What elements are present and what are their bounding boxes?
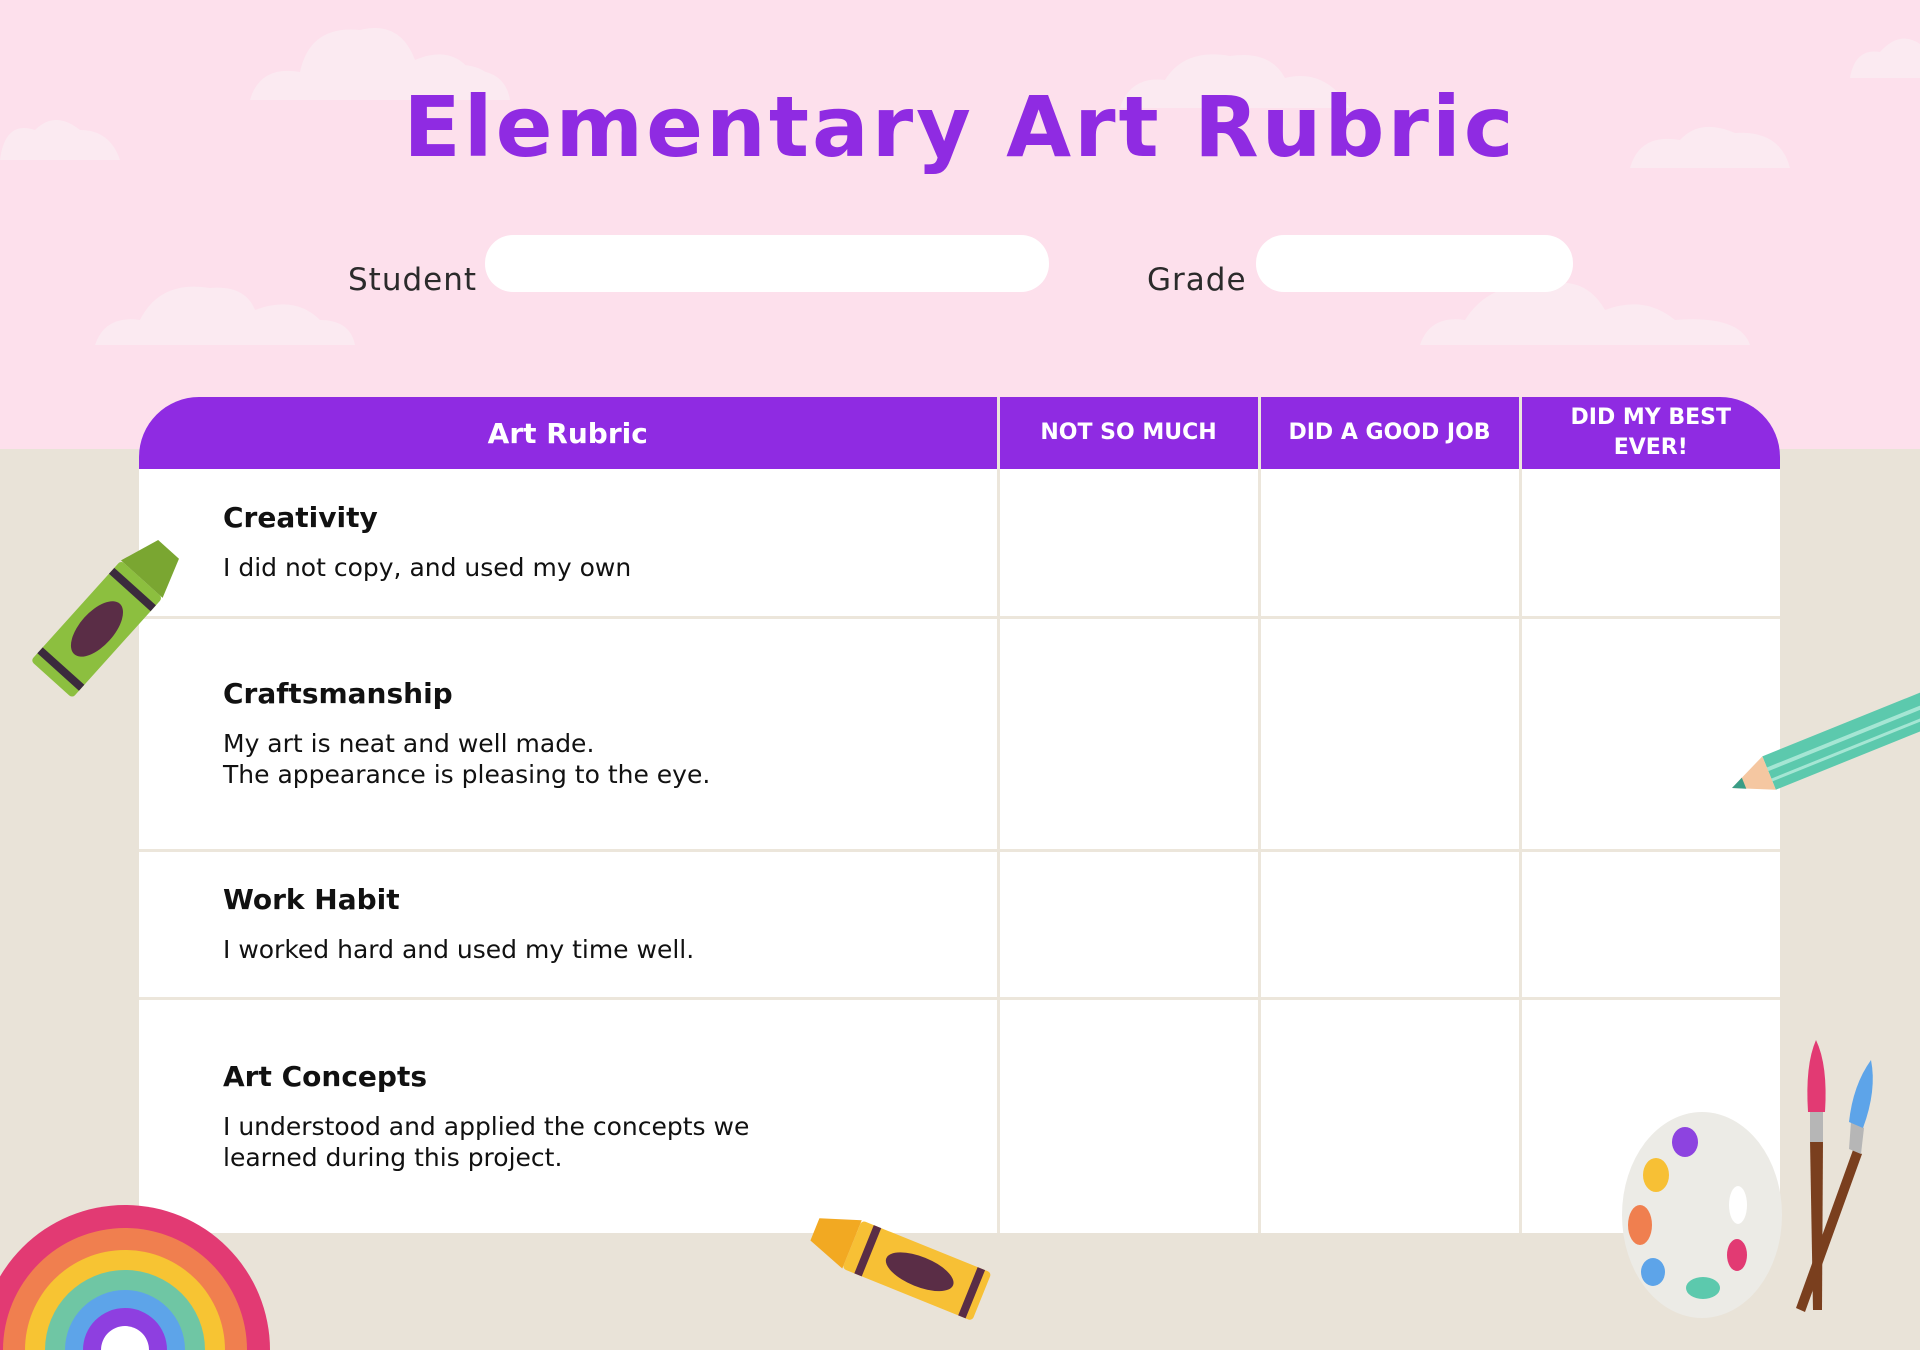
criterion-description: I did not copy, and used my own <box>223 553 632 583</box>
header-row <box>139 397 1780 469</box>
score-cell-did-a-good-job[interactable] <box>1259 998 1520 1233</box>
score-cell-did-a-good-job[interactable] <box>1259 469 1520 617</box>
criterion-cell <box>139 998 998 1233</box>
criterion-description: I understood and applied the concepts we learned during this project. <box>223 1111 750 1172</box>
teal-pencil-icon <box>1732 680 1920 800</box>
score-cell-not-so-much[interactable] <box>998 850 1259 998</box>
score-cell-did-my-best-ever[interactable] <box>1520 850 1780 998</box>
student-label: Student <box>348 262 478 298</box>
criterion-cell <box>139 617 998 850</box>
score-cell-not-so-much[interactable] <box>998 998 1259 1233</box>
paintbrush-icon <box>1765 1040 1880 1320</box>
criterion-name: Work Habit <box>223 883 400 916</box>
table-row <box>139 850 1780 998</box>
grade-field[interactable] <box>1256 235 1573 292</box>
criterion-cell <box>139 469 998 617</box>
level-header-did-a-good-job: DID A GOOD JOB <box>1259 397 1520 469</box>
cloud-icon <box>1850 30 1920 78</box>
score-cell-did-my-best-ever[interactable] <box>1520 469 1780 617</box>
rubric-table <box>139 397 1780 1233</box>
cloud-icon <box>95 280 355 345</box>
criterion-description: My art is neat and well made. The appearance is pleasing to the eye. <box>223 729 711 789</box>
score-cell-not-so-much[interactable] <box>998 617 1259 850</box>
criterion-cell <box>139 850 998 998</box>
sky-background <box>0 0 1920 449</box>
score-cell-did-a-good-job[interactable] <box>1259 850 1520 998</box>
level-header-not-so-much: NOT SO MUCH <box>998 397 1259 469</box>
rainbow-icon <box>0 1205 272 1350</box>
green-crayon-icon <box>20 525 190 715</box>
yellow-crayon-icon <box>795 1205 1010 1325</box>
criterion-description: I worked hard and used my time well. <box>223 935 695 964</box>
table-row <box>139 998 1780 1233</box>
level-header-did-my-best-ever: DID MY BEST EVER! <box>1520 397 1780 469</box>
table-row <box>139 469 1780 617</box>
table-row <box>139 617 1780 850</box>
criterion-name: Creativity <box>223 501 378 535</box>
criterion-name: Art Concepts <box>223 1059 428 1093</box>
score-cell-not-so-much[interactable] <box>998 469 1259 617</box>
student-field[interactable] <box>485 235 1049 292</box>
criterion-name: Craftsmanship <box>223 677 453 710</box>
criteria-header: Art Rubric <box>139 397 998 469</box>
score-cell-did-a-good-job[interactable] <box>1259 617 1520 850</box>
page-title: Elementary Art Rubric <box>403 78 1517 176</box>
grade-label: Grade <box>1147 262 1247 298</box>
